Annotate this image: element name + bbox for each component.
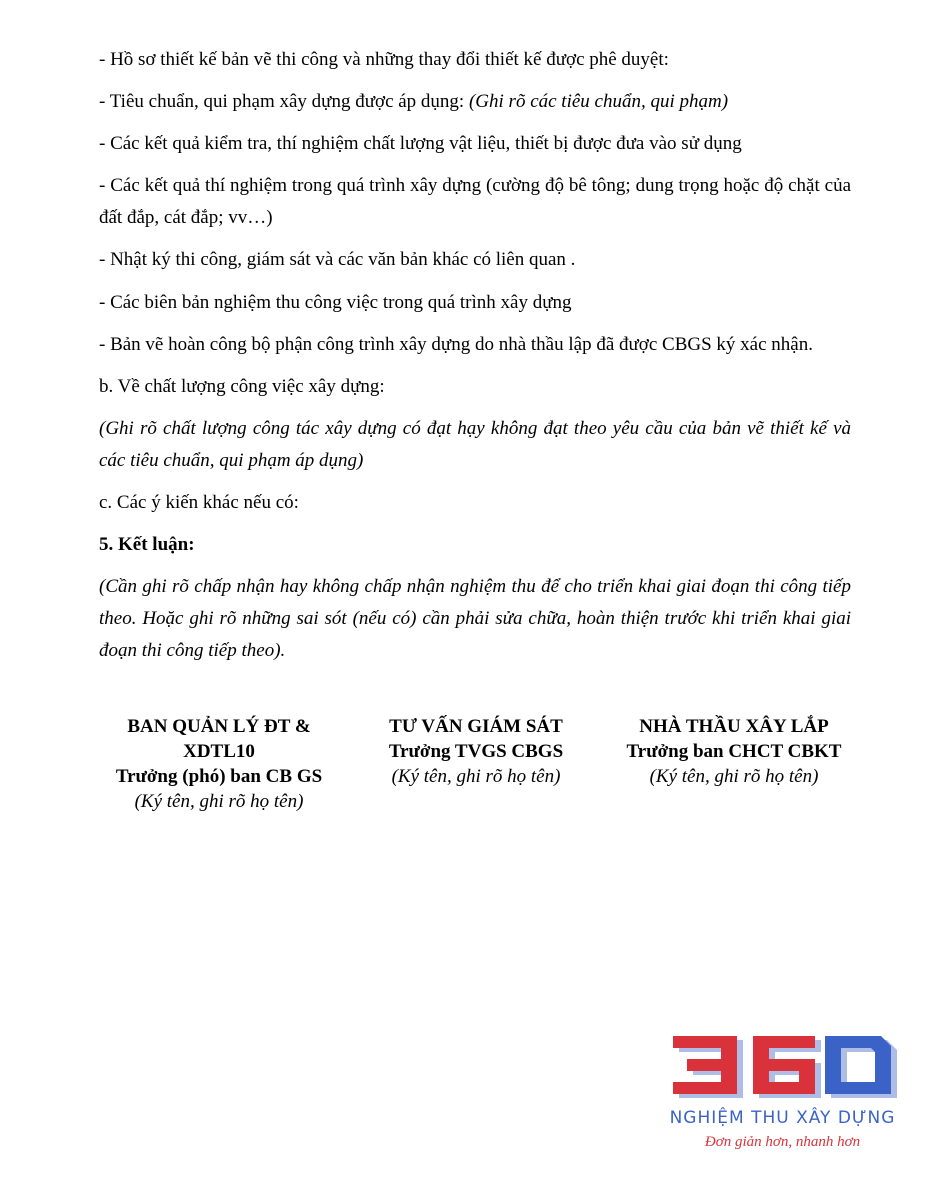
signature-column-supervision bbox=[361, 714, 591, 789]
company-logo bbox=[655, 1030, 910, 1160]
signature-role: Trưởng TVGS CBGS bbox=[388, 741, 564, 762]
section-b-heading: b. Về chất lượng công việc xây dựng: bbox=[99, 376, 385, 397]
paragraph-construction-tests: - Các kết quả thí nghiệm trong quá trình xây dựng (cường độ bê tông; dung trọng hoặc độ chặt của đất đắp, cát đắp; vv…) bbox=[99, 175, 851, 228]
conclusion-note: (Cần ghi rõ chấp nhận hay không chấp nhận nghiệm thu để cho triển khai giai đoạn thi công tiếp theo. Hoặc ghi rõ những sai sót (nếu có) cần phải sửa chữa, hoàn thiện trước khi triển khai giai đoạn thi công tiếp theo). bbox=[99, 576, 851, 661]
logo-tagline-slogan: Đơn giản hơn, nhanh hơn bbox=[704, 1134, 861, 1150]
paragraph-acceptance-minutes: - Các biên bản nghiệm thu công việc trong quá trình xây dựng bbox=[99, 292, 572, 313]
paragraph-standards bbox=[99, 86, 851, 118]
standards-label: - Tiêu chuẩn, qui phạm xây dựng được áp dụng: bbox=[99, 91, 469, 112]
paragraph-as-built-drawings: - Bản vẽ hoàn công bộ phận công trình xây dựng do nhà thầu lập đã được CBGS ký xác nhận. bbox=[99, 334, 813, 355]
signature-note: (Ký tên, ghi rõ họ tên) bbox=[391, 766, 561, 787]
paragraph-design-docs: - Hồ sơ thiết kế bản vẽ thi công và những thay đổi thiết kế được phê duyệt: bbox=[99, 49, 669, 70]
signature-role: Trưởng ban CHCT CBKT bbox=[626, 741, 842, 762]
standards-note: (Ghi rõ các tiêu chuẩn, qui phạm) bbox=[468, 91, 729, 112]
logo-360-mark-icon bbox=[655, 1030, 910, 1108]
paragraph-construction-log: - Nhật ký thi công, giám sát và các văn bản khác có liên quan . bbox=[99, 249, 576, 270]
section-c-heading: c. Các ý kiến khác nếu có: bbox=[99, 492, 299, 513]
signature-note: (Ký tên, ghi rõ họ tên) bbox=[649, 766, 819, 787]
paragraph-material-tests: - Các kết quả kiểm tra, thí nghiệm chất lượng vật liệu, thiết bị được đưa vào sử dụng bbox=[99, 133, 742, 154]
signature-note: (Ký tên, ghi rõ họ tên) bbox=[134, 791, 304, 812]
section-5-heading: 5. Kết luận: bbox=[99, 534, 195, 555]
signature-title: NHÀ THẦU XÂY LẮP bbox=[639, 716, 829, 737]
signature-column-management-board bbox=[99, 714, 339, 814]
signature-role: Trưởng (phó) ban CB GS bbox=[115, 766, 323, 787]
section-b-note: (Ghi rõ chất lượng công tác xây dựng có đạt hạy không đạt theo yêu cầu của bản vẽ thiết kế và các tiêu chuẩn, qui phạm áp dụng) bbox=[99, 418, 851, 471]
signature-title: BAN QUẢN LÝ ĐT & XDTL10 bbox=[127, 716, 311, 762]
document-body bbox=[99, 44, 851, 667]
signature-column-contractor bbox=[609, 714, 859, 789]
signature-title: TƯ VẤN GIÁM SÁT bbox=[389, 716, 563, 737]
logo-tagline-main: NGHIỆM THU XÂY DỰNG bbox=[669, 1108, 896, 1128]
